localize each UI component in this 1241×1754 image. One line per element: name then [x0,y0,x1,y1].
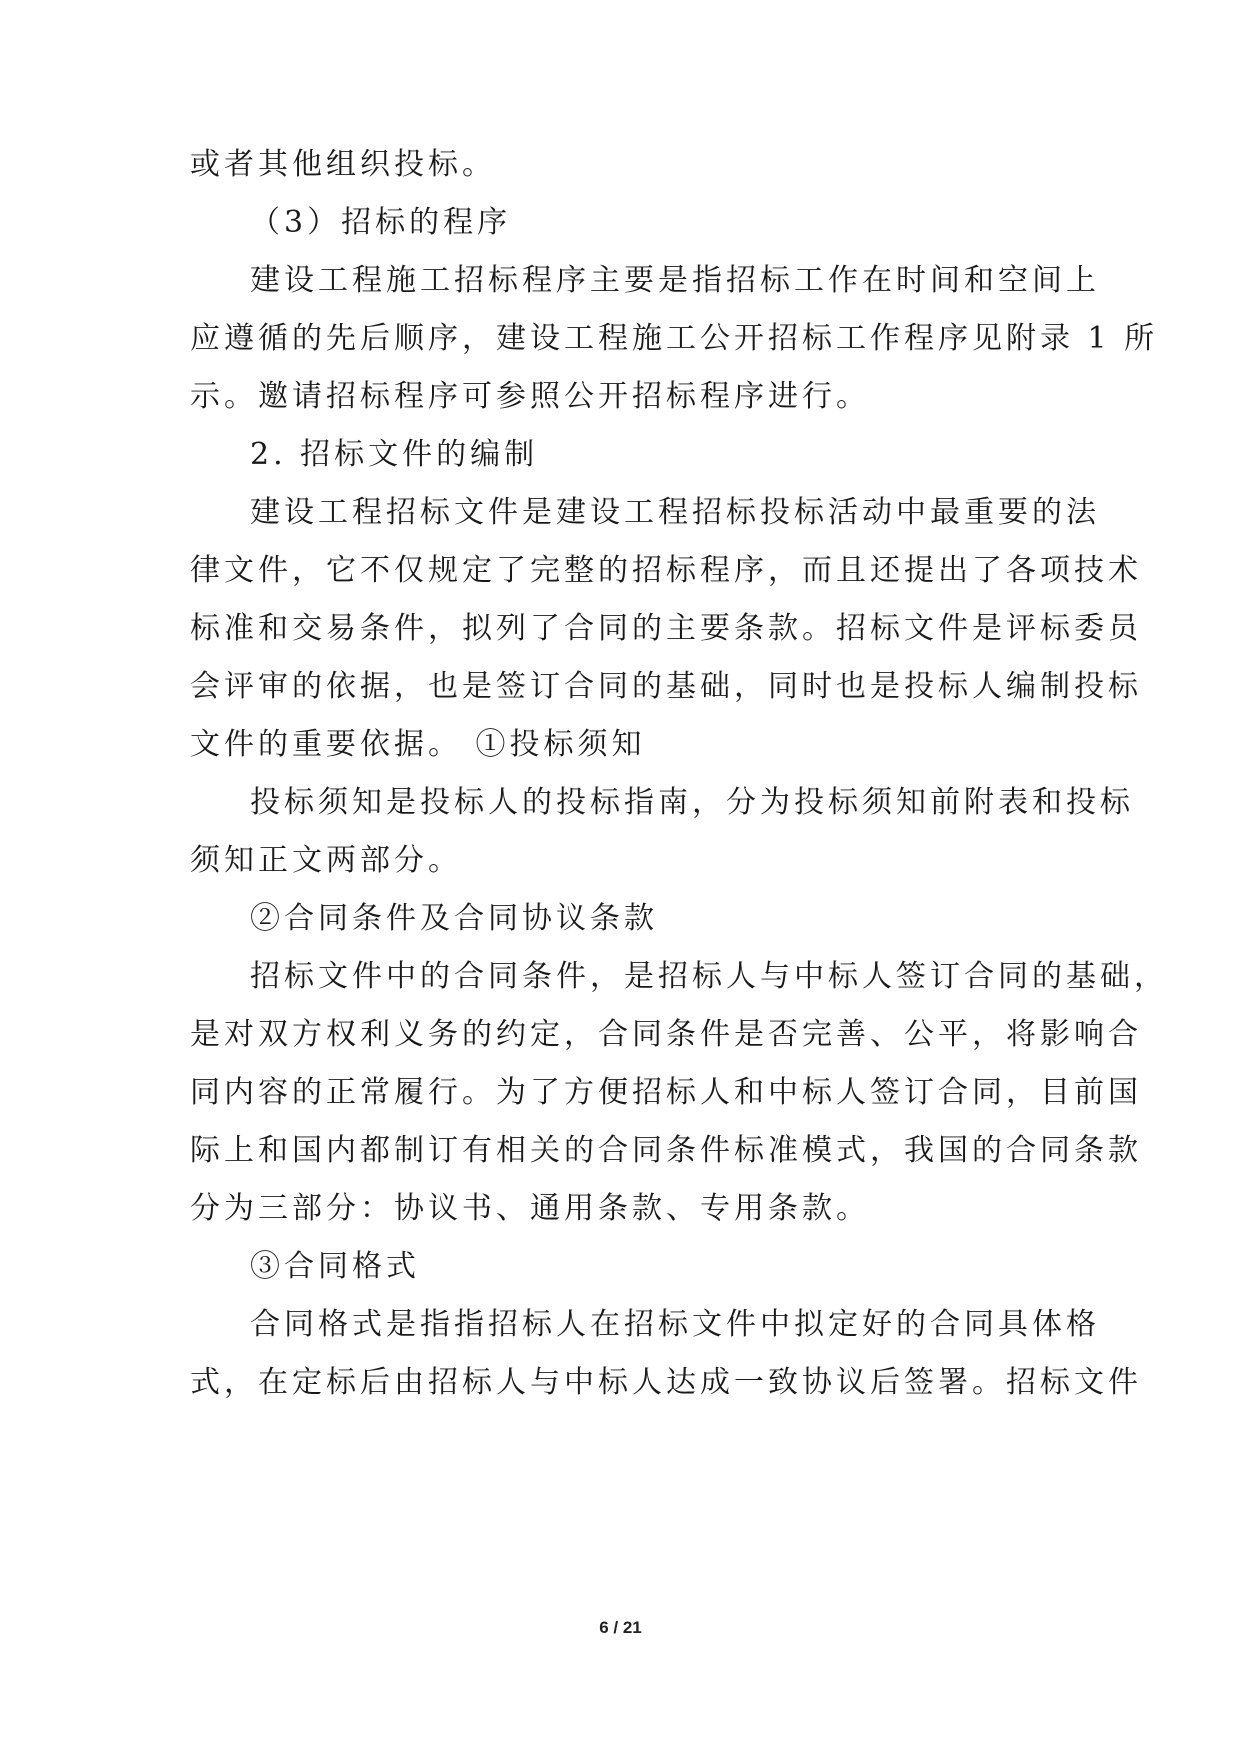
paragraph-line: 际上和国内都制订有相关的合同条件标准模式，我国的合同条款 [190,1133,1142,1168]
page-number: 6 / 21 [599,1618,642,1637]
paragraph-line: 式，在定标后由招标人与中标人达成一致协议后签署。招标文件 [190,1365,1142,1400]
paragraph-line: 招标文件中的合同条件，是招标人与中标人签订合同的基础， [250,959,1168,994]
section-heading: （3）招标的程序 [250,205,512,240]
paragraph-line: 或者其他组织投标。 [190,147,496,182]
paragraph-line: 须知正文两部分。 [190,843,462,878]
paragraph-line: 合同格式是指指招标人在招标文件中拟定好的合同具体格 [250,1307,1100,1342]
paragraph-line: 分为三部分：协议书、通用条款、专用条款。 [190,1191,870,1226]
paragraph-line: 文件的重要依据。 ①投标须知 [190,727,646,762]
paragraph-line: 标准和交易条件，拟列了合同的主要条款。招标文件是评标委员 [190,611,1142,646]
paragraph-line: 投标须知是投标人的投标指南，分为投标须知前附表和投标 [250,785,1134,820]
paragraph-line: 同内容的正常履行。为了方便招标人和中标人签订合同，目前国 [190,1075,1142,1110]
paragraph-line: 是对双方权利义务的约定，合同条件是否完善、公平，将影响合 [190,1017,1142,1052]
paragraph-line: 建设工程招标文件是建设工程招标投标活动中最重要的法 [250,495,1100,530]
paragraph-line: 律文件，它不仅规定了完整的招标程序，而且还提出了各项技术 [190,553,1142,588]
paragraph-line: 建设工程施工招标程序主要是指招标工作在时间和空间上 [250,263,1100,298]
section-heading: ③合同格式 [250,1249,420,1284]
section-heading: ②合同条件及合同协议条款 [250,901,658,936]
section-heading: 2. 招标文件的编制 [250,437,539,472]
paragraph-line: 应遵循的先后顺序，建设工程施工公开招标工作程序见附录 1 所 [190,321,1159,356]
paragraph-line: 示。邀请招标程序可参照公开招标程序进行。 [190,379,870,414]
paragraph-line: 会评审的依据，也是签订合同的基础，同时也是投标人编制投标 [190,669,1142,704]
